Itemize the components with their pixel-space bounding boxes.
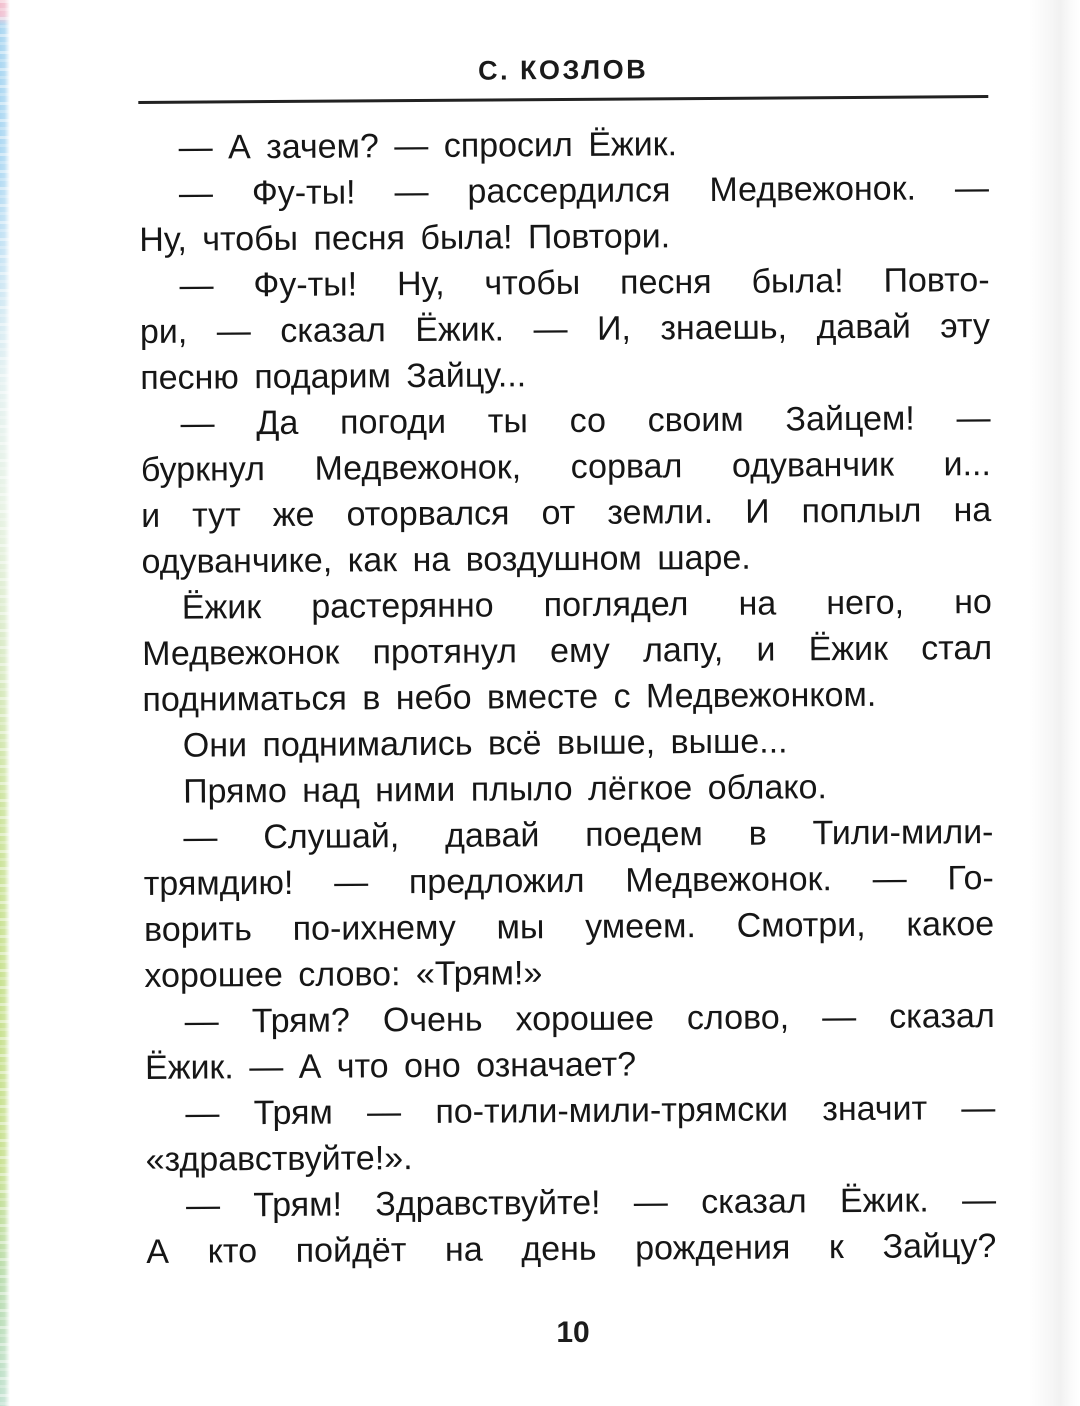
header-divider-rule (138, 95, 988, 104)
text-line: Ну, чтобы песня была! Повтори. (139, 217, 671, 259)
text-line: буркнул Медвежонок, сорвал одуванчик и... (140, 445, 991, 489)
text-line: подниматься в небо вместе с Медвежонком. (142, 675, 877, 719)
text-line: «здравствуйте!». (145, 1139, 413, 1179)
text-line: — Фу-ты! — рассердился Медвежонок. — (178, 169, 990, 213)
page-gutter-shadow (1028, 0, 1080, 1406)
text-line: — Трям — по-тили-мили-трямски значит — (185, 1089, 996, 1133)
text-line: — Фу-ты! Ну, чтобы песня была! Повто- (179, 261, 990, 305)
text-line: — Трям! Здравствуйте! — сказал Ёжик. — (185, 1181, 997, 1225)
text-line: А кто пойдёт на день рождения к Зайцу? (146, 1227, 997, 1271)
text-line: трямдию! — предложил Медвежонок. — Го- (143, 859, 994, 903)
text-line: — Трям? Очень хорошее слово, — сказал (184, 997, 995, 1041)
text-line: Ёжик растерянно поглядел на него, но (181, 583, 992, 627)
text-line: — Слушай, давай поедем в Тили-мили- (183, 813, 994, 857)
page-header-author: С. КОЗЛОВ (477, 54, 649, 86)
text-line: и тут же оторвался от земли. И поплыл на (141, 491, 992, 535)
page-number: 10 (556, 1316, 590, 1349)
text-line: — Да погоди ты со своим Зайцем! — (180, 399, 991, 443)
text-line: одуванчике, как на воздушном шаре. (141, 538, 751, 581)
text-line: ворить по-ихнему мы умеем. Смотри, какое (143, 905, 995, 949)
page-edge-color-strip (0, 0, 10, 1406)
text-line: песню подарим Зайцу... (140, 356, 527, 397)
text-line: ри, — сказал Ёжик. — И, знаешь, давай эту (139, 307, 991, 351)
text-line: Медвежонок протянул ему лапу, и Ёжик стал (142, 629, 993, 673)
story-text-block (138, 119, 996, 1275)
text-line: Прямо над ними плыло лёгкое облако. (182, 768, 828, 811)
text-line: — А зачем? — спросил Ёжик. (178, 125, 678, 167)
page-content (138, 53, 996, 1275)
text-line: Они поднимались всё выше, выше... (182, 722, 788, 765)
text-line: Ёжик. — А что оно означает? (144, 1045, 637, 1087)
text-line: хорошее слово: «Трям!» (144, 954, 543, 995)
